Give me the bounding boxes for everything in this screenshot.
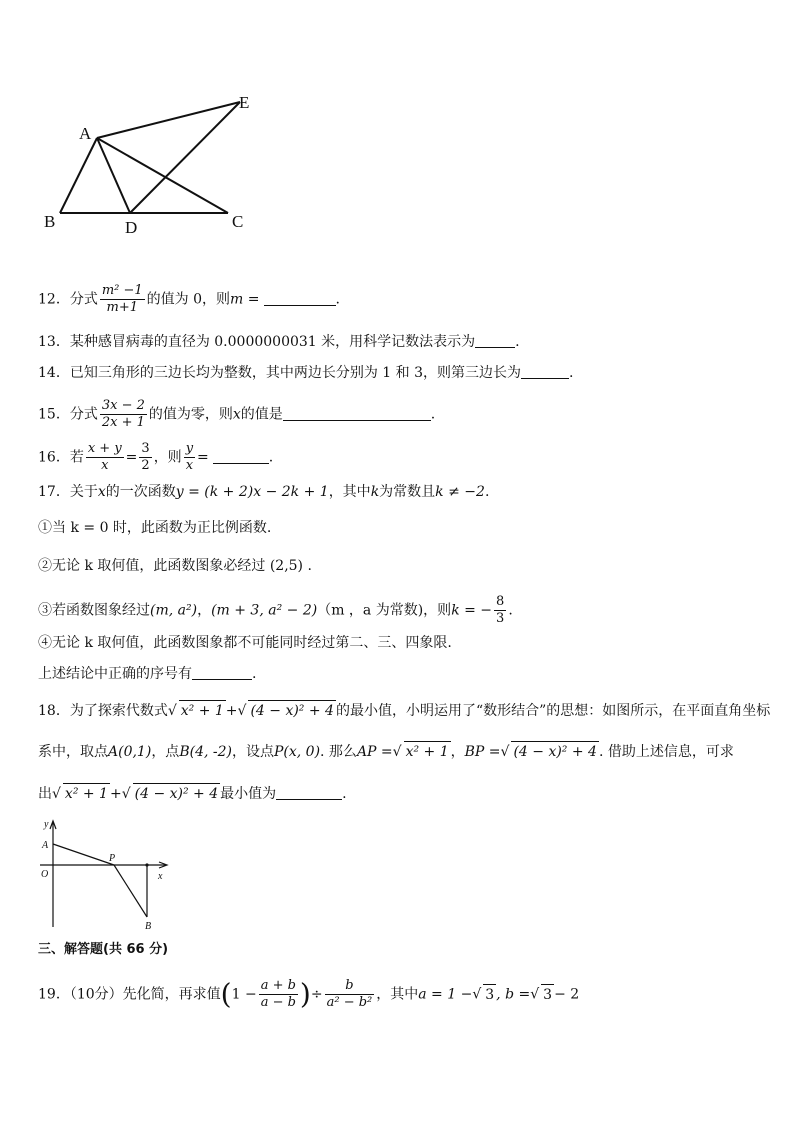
text: 为常数且 bbox=[379, 484, 436, 500]
text: （10分）先化简，再求值 bbox=[69, 986, 221, 1003]
denominator: x bbox=[101, 458, 109, 473]
text: 若 bbox=[69, 449, 84, 466]
label-c: C bbox=[232, 212, 244, 231]
numerator: m² −1 bbox=[101, 283, 143, 298]
punct: . bbox=[515, 334, 520, 350]
punct: . bbox=[430, 406, 436, 423]
point-b-label: B bbox=[145, 921, 152, 932]
text: 的一次函数 bbox=[105, 484, 176, 500]
punct: . bbox=[342, 786, 347, 802]
question-17-stem bbox=[38, 482, 489, 502]
text: 的最小值，小明运用了“数形结合”的思想：如图所示，在平面直角坐标 bbox=[335, 703, 771, 719]
question-19 bbox=[38, 978, 579, 1011]
axis-y-label: y bbox=[44, 819, 49, 830]
point: (m, a²) bbox=[150, 602, 198, 619]
radicand: 3 bbox=[483, 984, 496, 1005]
denominator: 3 bbox=[496, 611, 505, 626]
section-title: 三、解答题(共 66 分) bbox=[38, 942, 169, 957]
radicand: (4 − x)² + 4 bbox=[248, 700, 336, 721]
question-13 bbox=[38, 332, 520, 352]
variable: m = bbox=[230, 291, 260, 308]
label-d: D bbox=[125, 218, 138, 237]
question-18-line-2 bbox=[38, 741, 734, 762]
answer-blank[interactable] bbox=[276, 785, 342, 800]
sqrt-icon: √ bbox=[167, 703, 177, 719]
radicand: 3 bbox=[541, 984, 554, 1005]
text: 1 − bbox=[231, 986, 257, 1003]
radicand: x² + 1 bbox=[179, 700, 226, 721]
plus: + bbox=[109, 786, 122, 802]
text: 上述结论中正确的序号有 bbox=[38, 666, 192, 682]
label-e: E bbox=[239, 93, 250, 112]
question-number: 17． bbox=[38, 484, 70, 500]
bp-label: BP = bbox=[464, 744, 501, 760]
answer-blank[interactable] bbox=[521, 364, 569, 379]
fraction bbox=[86, 441, 124, 474]
denominator: a − b bbox=[260, 995, 296, 1010]
denominator: 2x + 1 bbox=[101, 415, 145, 430]
question-17-ask bbox=[38, 664, 256, 684]
a-value: a = 1 − bbox=[418, 986, 473, 1003]
fraction bbox=[259, 978, 298, 1011]
sqrt-icon: √ bbox=[237, 703, 247, 719]
point: (m + 3, a² − 2) bbox=[211, 602, 318, 619]
text: . 那么 bbox=[320, 744, 357, 760]
statement-1: ①当 k = 0 时，此函数为正比例函数. bbox=[38, 520, 272, 536]
variable: k bbox=[370, 484, 380, 500]
k-value: k = − bbox=[451, 602, 493, 619]
text: 为了探索代数式 bbox=[69, 703, 168, 719]
question-15 bbox=[38, 398, 435, 431]
denominator: 2 bbox=[141, 458, 150, 473]
answer-blank[interactable] bbox=[213, 449, 269, 464]
numerator: b bbox=[325, 978, 375, 995]
text: . 借助上述信息，可求 bbox=[598, 744, 734, 760]
text: 的值是 bbox=[240, 406, 283, 423]
statement-2: ②无论 k 取何值，此函数图象必经过 (2,5) . bbox=[38, 558, 312, 574]
question-number: 14． bbox=[38, 365, 70, 381]
question-14 bbox=[38, 363, 573, 383]
statement-3 bbox=[38, 594, 513, 627]
text: ③若函数图象经过 bbox=[38, 602, 150, 619]
plus: + bbox=[225, 703, 238, 719]
numerator: 3x − 2 bbox=[101, 398, 145, 413]
fraction bbox=[494, 594, 506, 627]
coordinate-figure bbox=[30, 815, 180, 935]
point-b: B(4, -2) bbox=[179, 744, 232, 760]
punct: . bbox=[484, 484, 490, 500]
denominator: a² − b² bbox=[326, 995, 373, 1010]
text: ，点 bbox=[151, 744, 180, 760]
answer-blank[interactable] bbox=[192, 665, 252, 680]
question-number: 16． bbox=[38, 449, 70, 466]
text: 的值为零，则 bbox=[148, 406, 233, 423]
numerator: x + y bbox=[87, 441, 122, 456]
radicand: (4 − x)² + 4 bbox=[511, 741, 599, 762]
text: ，其中 bbox=[376, 986, 419, 1003]
question-18-line-3 bbox=[38, 783, 347, 804]
variable: x bbox=[97, 484, 106, 500]
text: 关于 bbox=[69, 484, 98, 500]
answer-blank[interactable] bbox=[475, 333, 515, 348]
function-expression: y = (k + 2)x − 2k + 1 bbox=[175, 484, 329, 500]
numerator: y bbox=[185, 441, 194, 456]
axis-x-label: x bbox=[158, 871, 163, 882]
punct: . bbox=[252, 666, 257, 682]
numerator: 8 bbox=[496, 594, 505, 609]
fraction bbox=[139, 441, 151, 474]
variable: x bbox=[232, 406, 241, 423]
question-number: 13． bbox=[38, 334, 70, 350]
text: 最小值为 bbox=[220, 786, 277, 802]
question-number: 18． bbox=[38, 703, 70, 719]
text: ，设点 bbox=[231, 744, 274, 760]
left-paren: ( bbox=[220, 977, 232, 1011]
divide: ÷ bbox=[310, 986, 323, 1003]
label-b: B bbox=[44, 212, 56, 231]
question-16 bbox=[38, 441, 273, 474]
punct: ， bbox=[197, 602, 212, 619]
radicand: (4 − x)² + 4 bbox=[133, 783, 221, 804]
sqrt-icon: √ bbox=[392, 744, 402, 760]
fraction bbox=[100, 283, 145, 316]
question-18-line-1 bbox=[38, 700, 770, 721]
text: 的值为 0，则 bbox=[146, 291, 231, 308]
condition: k ≠ −2 bbox=[435, 484, 485, 500]
sqrt-icon: √ bbox=[121, 786, 131, 802]
text: ，其中 bbox=[328, 484, 371, 500]
sqrt-icon: √ bbox=[52, 786, 61, 802]
punct: . bbox=[569, 365, 574, 381]
text: 分式 bbox=[69, 291, 98, 308]
fraction bbox=[100, 398, 147, 431]
radicand: x² + 1 bbox=[63, 783, 110, 804]
question-number: 12． bbox=[38, 291, 70, 308]
b-value: , b = bbox=[496, 986, 531, 1003]
fraction bbox=[184, 441, 195, 474]
text: 某种感冒病毒的直径为 0.0000000031 米，用科学记数法表示为 bbox=[69, 334, 476, 350]
text: （m ，a 为常数)，则 bbox=[317, 602, 452, 619]
equals: = bbox=[197, 449, 209, 466]
sqrt-icon: √ bbox=[500, 744, 510, 760]
point-p-label: P bbox=[109, 853, 116, 864]
origin-label: O bbox=[41, 869, 49, 880]
punct: . bbox=[335, 291, 340, 308]
text: 已知三角形的三边长均为整数，其中两边长分别为 1 和 3，则第三边长为 bbox=[69, 365, 521, 381]
question-number: 19． bbox=[38, 986, 70, 1003]
denominator: m+1 bbox=[106, 300, 138, 315]
answer-blank[interactable] bbox=[264, 291, 336, 306]
punct: ， bbox=[450, 744, 465, 760]
point-p: P(x, 0) bbox=[273, 744, 321, 760]
punct: . bbox=[268, 449, 274, 466]
equals: = bbox=[125, 449, 138, 466]
point-a-label: A bbox=[42, 840, 49, 851]
sqrt-icon: √ bbox=[472, 986, 482, 1003]
question-12 bbox=[38, 283, 340, 316]
right-paren: ) bbox=[299, 977, 311, 1011]
label-a: A bbox=[79, 124, 92, 143]
radicand: x² + 1 bbox=[404, 741, 451, 762]
numerator: 3 bbox=[141, 441, 150, 456]
text: 出 bbox=[38, 786, 52, 802]
denominator: x bbox=[185, 458, 194, 473]
punct: . bbox=[508, 602, 513, 619]
text: 分式 bbox=[69, 406, 98, 423]
text: 系中，取点 bbox=[38, 744, 108, 760]
numerator: a + b bbox=[260, 978, 296, 993]
statement-4: ④无论 k 取何值，此函数图象都不可能同时经过第二、三、四象限. bbox=[38, 635, 452, 651]
text: − 2 bbox=[554, 986, 580, 1003]
triangle-figure bbox=[30, 85, 270, 245]
text: ，则 bbox=[153, 449, 182, 466]
ap-label: AP = bbox=[356, 744, 393, 760]
fraction bbox=[325, 978, 375, 1011]
point-a: A(0,1) bbox=[108, 744, 152, 760]
question-number: 15． bbox=[38, 406, 70, 423]
sqrt-icon: √ bbox=[530, 986, 540, 1003]
answer-blank[interactable] bbox=[283, 406, 431, 421]
